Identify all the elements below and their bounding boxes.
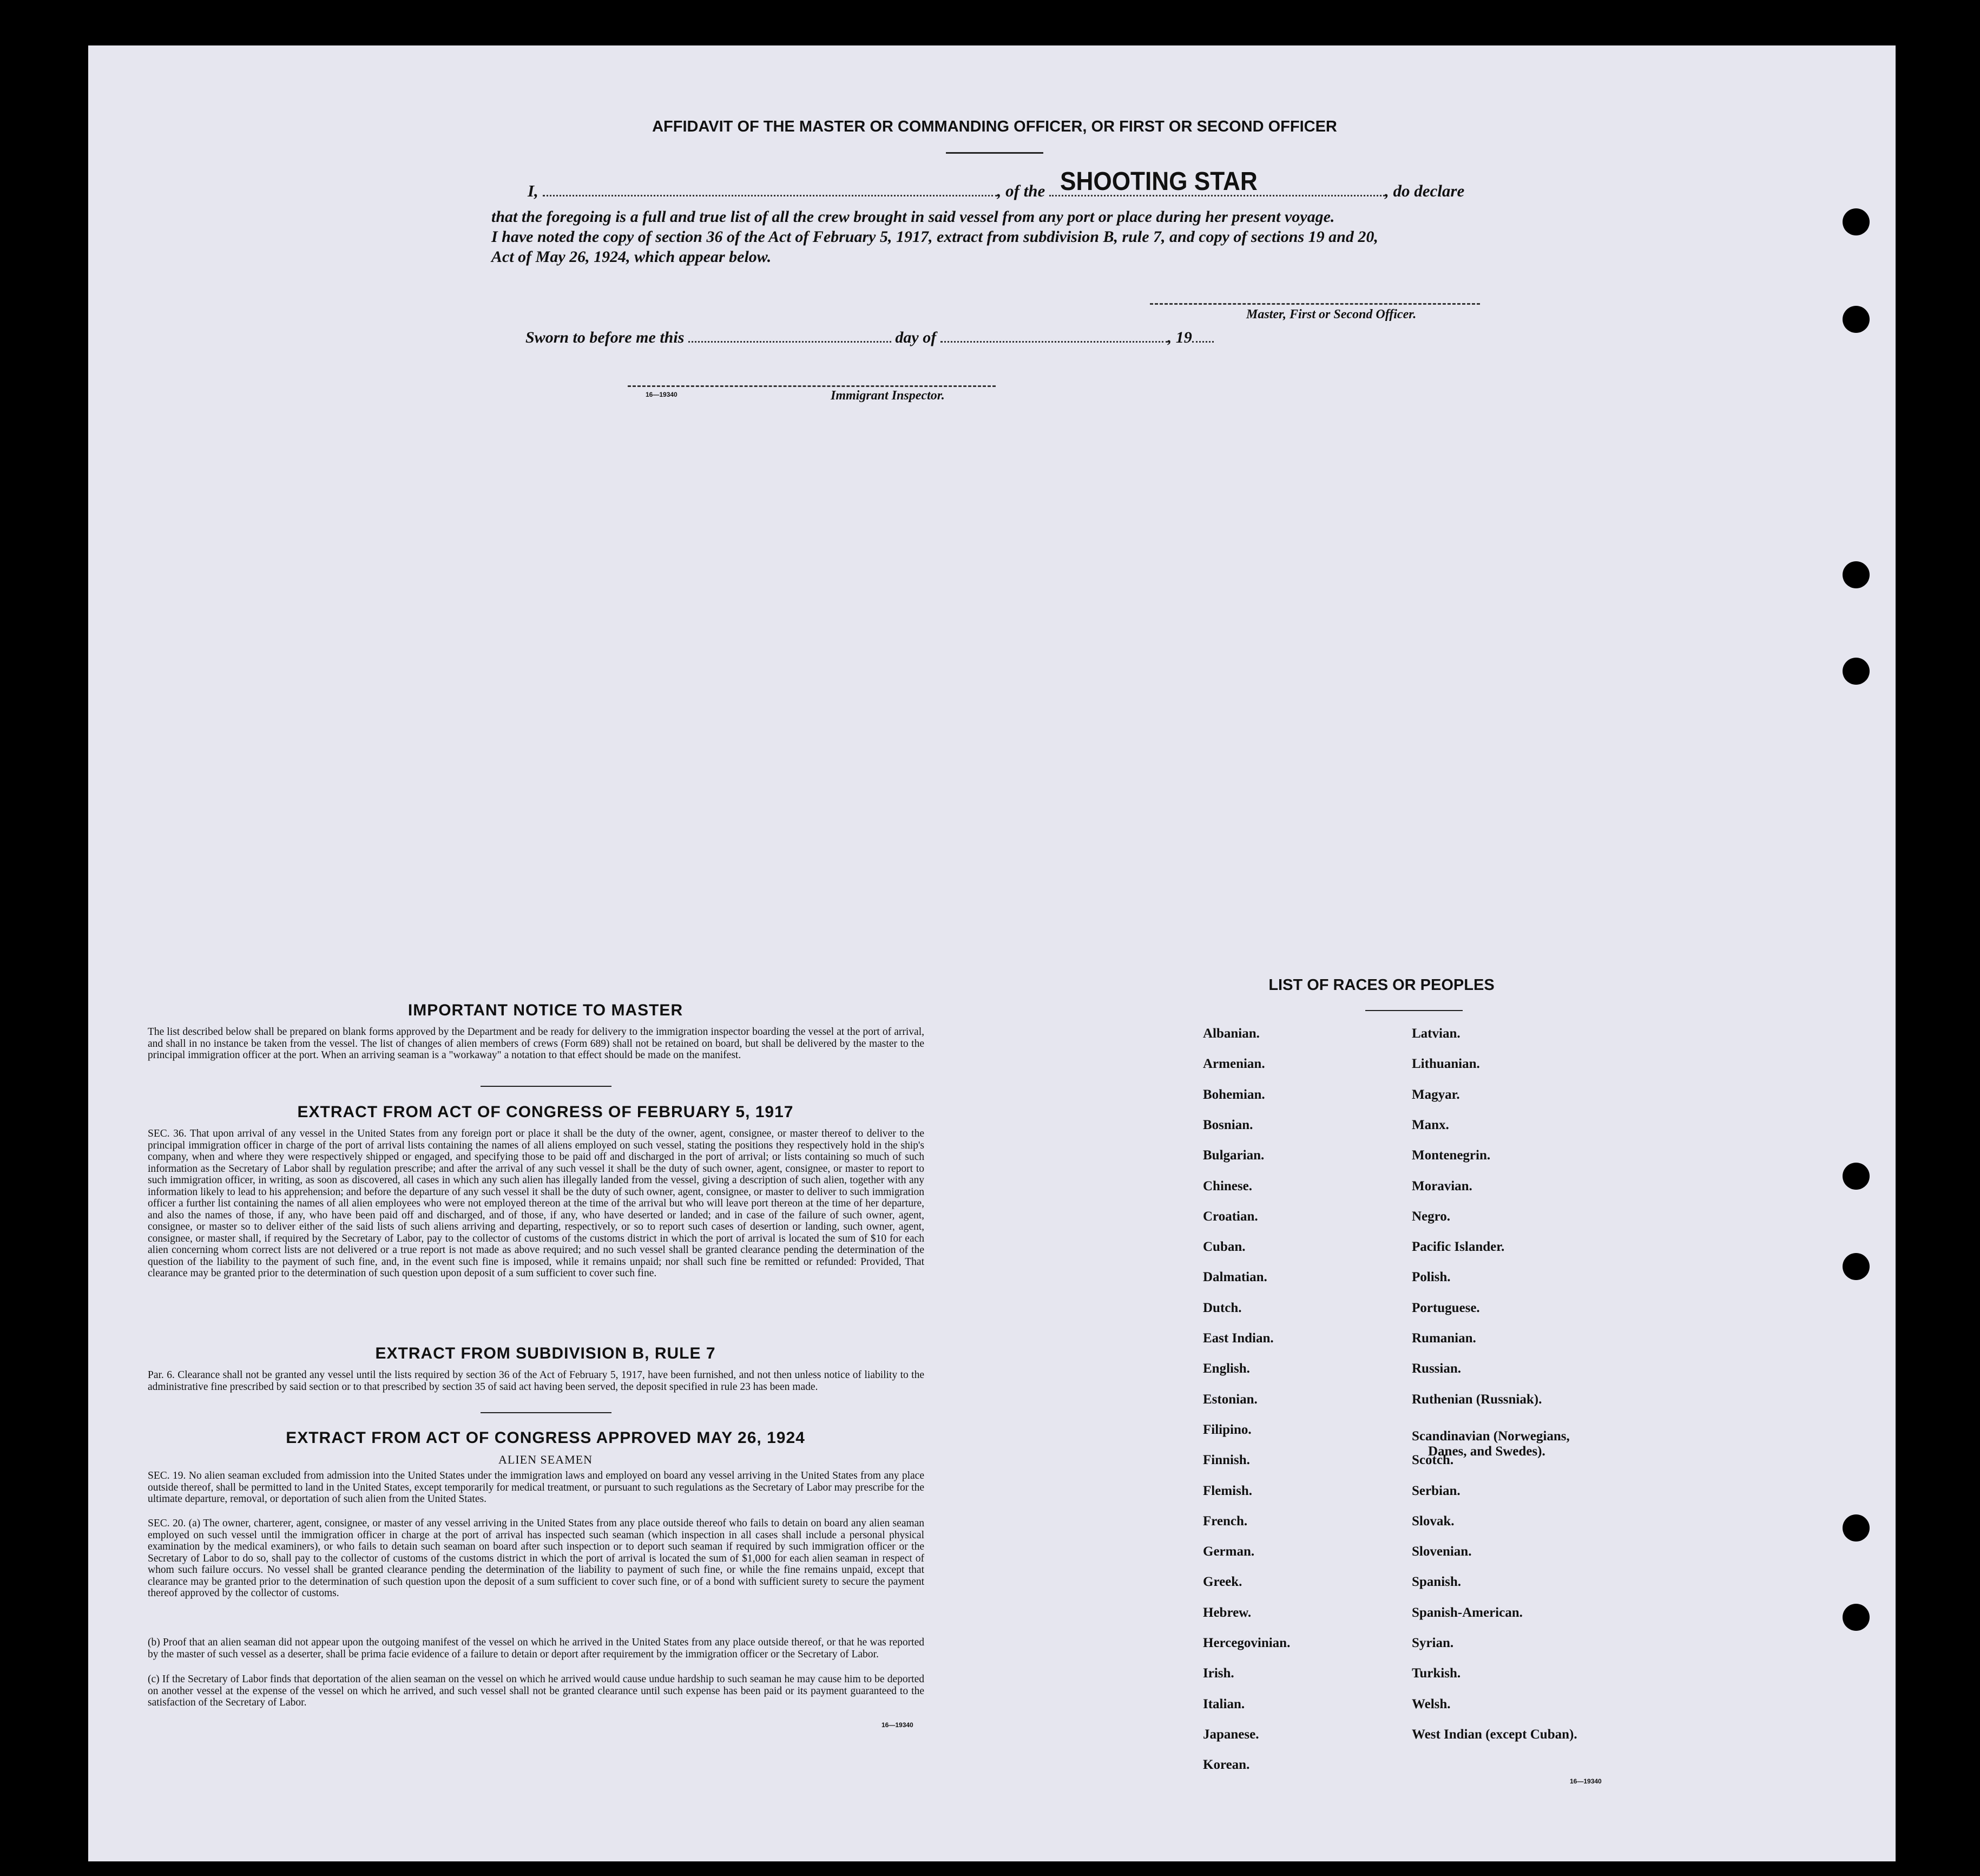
affidavit-title: AFFIDAVIT OF THE MASTER OR COMMANDING OFFICER, OR FIRST OR SECOND OFFICER xyxy=(652,118,1337,135)
race-item: Ruthenian (Russniak). xyxy=(1412,1392,1542,1407)
race-item: Dalmatian. xyxy=(1203,1270,1267,1285)
notice-rule xyxy=(481,1086,611,1087)
races-rule xyxy=(1365,1010,1463,1011)
notice-text: The list described below shall be prepared on blank forms approved by the Department and be ready for delivery to the immigration inspector boarding the vessel at the port of arrival, and shall in no instance be taken from the vessel. The list of changes of alien members of crews (Form 689) shall not be retained on board, but shall be delivered by the master to the principal immigration officer at the port. When an arriving seaman is a "workaway" a notation to that effect should be made on the manifest. xyxy=(148,1026,924,1061)
rule7-text: Par. 6. Clearance shall not be granted any vessel until the lists required by section 36 of the Act of February 5, 1917, have been furnished, and not then unless notice of liability to the administrative fine prescribed by said section or to that prescribed by section 35 of said act having been served, the deposit specified in rule 23 has been made. xyxy=(148,1369,924,1393)
title-rule xyxy=(946,152,1043,154)
race-item: French. xyxy=(1203,1513,1248,1529)
race-item: Latvian. xyxy=(1412,1026,1461,1041)
race-item: Filipino. xyxy=(1203,1422,1252,1437)
race-item: Serbian. xyxy=(1412,1483,1461,1498)
race-item: Lithuanian. xyxy=(1412,1057,1480,1072)
race-item: Finnish. xyxy=(1203,1453,1250,1468)
notice-title: IMPORTANT NOTICE TO MASTER xyxy=(407,1001,683,1019)
extract-1924-title: EXTRACT FROM ACT OF CONGRESS APPROVED MAY 26, 1924 xyxy=(286,1429,805,1447)
race-item: Manx. xyxy=(1412,1117,1449,1132)
form-number-top: 16—19340 xyxy=(646,391,677,398)
of-the-label: , of the xyxy=(997,181,1045,200)
race-item: Russian. xyxy=(1412,1361,1462,1376)
rule7-title: EXTRACT FROM SUBDIVISION B, RULE 7 xyxy=(375,1344,716,1362)
race-item: Turkish. xyxy=(1412,1666,1461,1681)
sworn-year-field[interactable] xyxy=(1192,341,1214,343)
race-item: Scandinavian (Norwegians, xyxy=(1412,1428,1570,1444)
race-item: Rumanian. xyxy=(1412,1331,1476,1346)
inspector-caption: Immigrant Inspector. xyxy=(831,389,945,403)
punch-hole xyxy=(1843,561,1870,588)
race-item: Armenian. xyxy=(1203,1057,1265,1072)
punch-hole xyxy=(1843,1163,1870,1190)
race-item: Spanish-American. xyxy=(1412,1605,1523,1620)
race-item: Magyar. xyxy=(1412,1087,1460,1102)
race-item: Polish. xyxy=(1412,1270,1451,1285)
rule7-rule xyxy=(481,1412,611,1413)
race-item: Negro. xyxy=(1412,1209,1451,1224)
vessel-name-field[interactable] xyxy=(1049,167,1385,196)
master-name-field[interactable] xyxy=(543,195,997,196)
year-label: , 19 xyxy=(1167,329,1192,346)
race-item: Cuban. xyxy=(1203,1239,1246,1255)
punch-hole xyxy=(1843,658,1870,685)
race-item: Bohemian. xyxy=(1203,1087,1265,1102)
race-item: Slovak. xyxy=(1412,1513,1455,1529)
alien-seamen-subtitle: ALIEN SEAMEN xyxy=(498,1453,593,1466)
race-item: Montenegrin. xyxy=(1412,1148,1491,1163)
race-item: Flemish. xyxy=(1203,1483,1252,1498)
races-title: LIST OF RACES OR PEOPLES xyxy=(1268,976,1495,994)
document-page xyxy=(88,45,1896,1861)
race-item: Bosnian. xyxy=(1203,1117,1253,1132)
sworn-label: Sworn to before me this xyxy=(525,329,685,346)
race-item: Albanian. xyxy=(1203,1026,1260,1041)
do-declare-label: , do declare xyxy=(1385,181,1465,200)
race-item: Dutch. xyxy=(1203,1300,1242,1315)
race-item: Danes, and Swedes). xyxy=(1428,1444,1545,1459)
sec20c-text: (c) If the Secretary of Labor finds that deportation of the alien seaman on the vessel on which he arrived would cause undue hardship to such seaman he may cause him to be deported on another vessel at the expense of the vessel on which he arrived, and such vessel shall not be granted clearance until such expense has been paid or its payment guaranteed to the satisfaction of the Secretary of Labor. xyxy=(148,1674,924,1708)
sworn-month-field[interactable] xyxy=(940,341,1168,343)
race-item: English. xyxy=(1203,1361,1250,1376)
race-item: Greek. xyxy=(1203,1575,1242,1590)
officer-caption: Master, First or Second Officer. xyxy=(1246,307,1417,322)
race-item: Spanish. xyxy=(1412,1575,1462,1590)
punch-hole xyxy=(1843,208,1870,235)
day-of-label: day of xyxy=(895,329,937,346)
vessel-name: SHOOTING STAR xyxy=(1060,167,1258,196)
punch-hole xyxy=(1843,1253,1870,1280)
race-item: Bulgarian. xyxy=(1203,1148,1265,1163)
form-number-right: 16—19340 xyxy=(1570,1777,1602,1785)
sec20b-text: (b) Proof that an alien seaman did not appear upon the outgoing manifest of the vessel on which he arrived in the United States from any place outside thereof, or that he was reported by the master of such vessel as a deserter, shall be prima facie evidence of a failure to detain or deport after requirement by the immigration officer or the Secretary of Labor. xyxy=(148,1637,924,1660)
declaration-line-2: that the foregoing is a full and true list of all the crew brought in said vessel from any port or place during her present voyage. xyxy=(491,208,1335,226)
race-item: Croatian. xyxy=(1203,1209,1258,1224)
race-item: German. xyxy=(1203,1544,1255,1559)
extract-1917-title: EXTRACT FROM ACT OF CONGRESS OF FEBRUARY 5, 1917 xyxy=(297,1103,794,1121)
race-item: Japanese. xyxy=(1203,1727,1259,1742)
race-item: West Indian (except Cuban). xyxy=(1412,1727,1577,1742)
race-item: Chinese. xyxy=(1203,1178,1252,1193)
inspector-signature-line[interactable] xyxy=(628,385,996,387)
race-item: Syrian. xyxy=(1412,1636,1454,1650)
race-item: Hercegovinian. xyxy=(1203,1636,1291,1650)
race-item: Moravian. xyxy=(1412,1178,1472,1193)
race-item: Irish. xyxy=(1203,1666,1234,1681)
race-item: Pacific Islander. xyxy=(1412,1239,1505,1255)
race-item: Portuguese. xyxy=(1412,1300,1480,1315)
race-item: Slovenian. xyxy=(1412,1544,1472,1559)
race-item: East Indian. xyxy=(1203,1331,1274,1346)
sec19-text: SEC. 19. No alien seaman excluded from admission into the United States under the immigration laws and employed on board any vessel arriving in the United States from any place outside thereof, shall be permitted to land in the United States, except temporarily for medical treatment, or pursuant to such regulations as the Secretary of Labor may prescribe for the ultimate departure, removal, or deportation of such alien from the United States. xyxy=(148,1470,924,1505)
punch-hole xyxy=(1843,1604,1870,1631)
race-item: Estonian. xyxy=(1203,1392,1258,1407)
race-item: Korean. xyxy=(1203,1757,1250,1773)
sec20a-text: SEC. 20. (a) The owner, charterer, agent, consignee, or master of any vessel arriving in the United States from any place outside thereof who fails to detain on board any alien seaman employed on such vessel until the immigration officer in charge at the port of arrival has inspected such seaman (which inspection in all cases shall include a personal physical examination by the medical examiners), or who fails to detain such seaman on board after such inspection or to deport such seaman if required by such immigration officer or the Secretary of Labor to do so, shall pay to the collector of customs of the customs district in which the port of arrival is located the sum of $1,000 for each alien seaman in respect of whom such failure occurs. No vessel shall be granted clearance pending the determination of the liability to payment of such fine, or while the fine remains unpaid, except that clearance may be granted prior to the determination of such question upon the deposit of a sum sufficient to cover such fine, or of a bond with sufficient surety to secure the payment thereof approved by the collector of customs. xyxy=(148,1518,924,1599)
race-item: Welsh. xyxy=(1412,1696,1451,1711)
punch-hole xyxy=(1843,306,1870,333)
race-item: Italian. xyxy=(1203,1696,1245,1711)
punch-hole xyxy=(1843,1514,1870,1542)
declaration-i: I, xyxy=(528,181,538,200)
sworn-line xyxy=(525,329,1214,347)
race-item: Scotch. xyxy=(1412,1453,1454,1468)
officer-signature-line[interactable] xyxy=(1150,303,1480,305)
declaration-line-4: Act of May 26, 1924, which appear below. xyxy=(491,248,772,266)
sworn-day-field[interactable] xyxy=(688,341,891,343)
race-item: Hebrew. xyxy=(1203,1605,1252,1620)
declaration-line-1 xyxy=(528,167,1599,201)
form-number-left: 16—19340 xyxy=(882,1721,913,1729)
declaration-line-3: I have noted the copy of section 36 of the Act of February 5, 1917, extract from subdivision B, rule 7, and copy of sections 19 and 20, xyxy=(491,228,1378,246)
extract-1917-text: SEC. 36. That upon arrival of any vessel in the United States from any foreign port or place it shall be the duty of the owner, agent, consignee, or master thereof to deliver to the principal immigration officer in charge of the port of arrival lists containing the names of all aliens employed on such vessel, stating the positions they respectively hold in the ship's company, when and where they were respectively shipped or engaged, and specifying those to be paid off and discharged in the port of arrival; or lists containing so much of such information as the Secretary of Labor shall by regulation prescribe; and after the arrival of any such vessel it shall be the duty of such owner, agent, consignee, or master to report to such immigration officer, in writing, as soon as discovered, all cases in which any such alien has illegally landed from the vessel, giving a description of such alien, together with any information likely to lead to his apprehension; and before the departure of any such vessel it shall be the duty of such owner, agent, consignee, or master to deliver to such immigration officer a further list containing the names of all alien employees who were not employed thereon at the time of the arrival but who will leave port thereon at the time of her departure, and also the names of those, if any, who have been paid off and discharged, and of those, if any, who have deserted or landed; and in case of the failure of such owner, agent, consignee, or master so to deliver either of the said lists of such aliens arriving and departing, respectively, or so to report such cases of desertion or landing, such owner, agent, consignee, or master shall, if required by the Secretary of Labor, pay to the collector of customs of the customs district in which the port of arrival is located the sum of $10 for each alien concerning whom correct lists are not delivered or a true report is not made as above required; and no such vessel shall be granted clearance pending the determination of the question of the liability to the payment of such fine, and, in the event such fine is imposed, while it remains unpaid; nor shall such fine be remitted or refunded: Provided, That clearance may be granted prior to the determination of such question upon deposit of a sum sufficient to cover such fine. xyxy=(148,1128,924,1279)
